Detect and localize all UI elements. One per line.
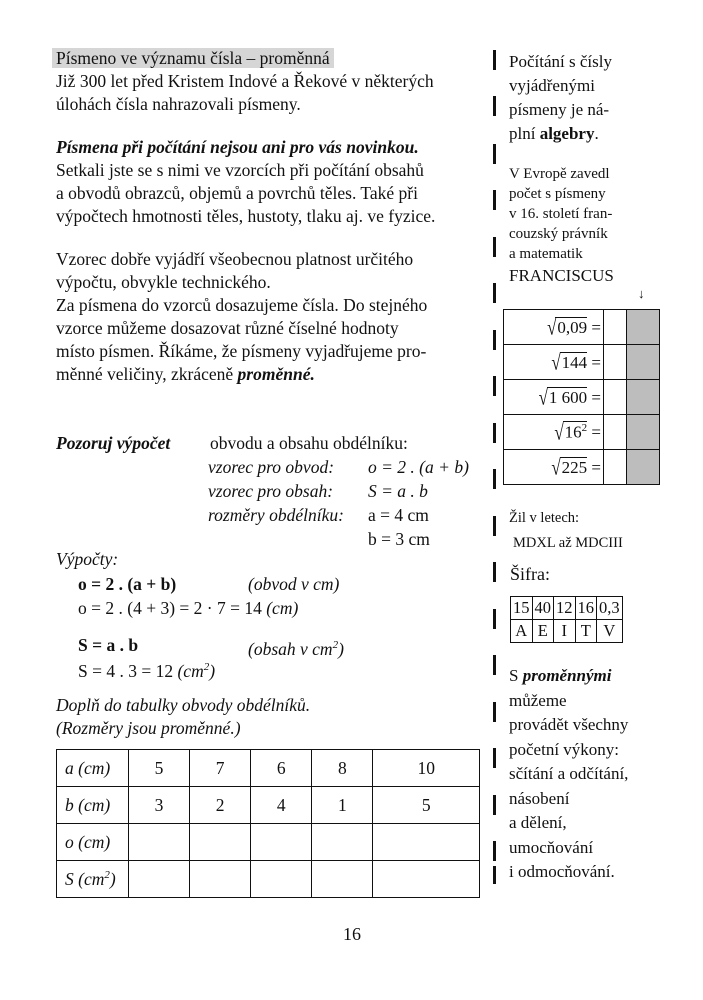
answer-cell[interactable] xyxy=(604,450,627,485)
b-value: 5 xyxy=(373,787,480,824)
sqrt-expression: √1 600 = xyxy=(504,380,604,415)
divider-segment xyxy=(493,423,496,443)
perimeter-calc: o = 2 . (4 + 3) = 2 · 7 = 14 (cm) xyxy=(78,598,299,618)
paragraph-line: Setkali jste se s nimi ve vzorcích při počítání obsahů xyxy=(56,160,424,180)
answer-cell[interactable] xyxy=(604,310,627,345)
sidebar-algebra-note: Počítání s čísly vyjádřenými písmeny je ná- plní algebry. xyxy=(509,52,612,143)
divider-segment xyxy=(493,469,496,489)
emphasis: proměnné. xyxy=(237,364,315,384)
paragraph-2 xyxy=(56,248,496,386)
answer-cell[interactable] xyxy=(373,824,480,861)
answer-cell[interactable] xyxy=(190,824,251,861)
divider-segment xyxy=(493,50,496,70)
divider-segment xyxy=(493,283,496,303)
task-instruction: Doplň do tabulky obvody obdélníků. xyxy=(56,695,311,715)
divider-segment xyxy=(493,190,496,210)
a-value: 8 xyxy=(312,750,373,787)
sqrt-expression: $√16^2$ = xyxy=(504,415,604,450)
row-label: o (cm) xyxy=(57,824,129,861)
intro-line: Již 300 let před Kristem Indové a Řekové v některých xyxy=(56,71,434,91)
row-label: a (cm) xyxy=(57,750,129,787)
divider-segment xyxy=(493,144,496,164)
area-calc: S = 4 . 3 = 12 $(cm^2)$ xyxy=(78,660,216,681)
divider-segment xyxy=(493,702,496,722)
divider-segment xyxy=(493,655,496,675)
cipher-letter: I xyxy=(554,620,576,643)
lived-label: Žil v letech: xyxy=(509,510,580,526)
rectangles-table xyxy=(56,749,480,898)
paragraph-line: výpočtu, obvykle technického. xyxy=(56,272,271,292)
perimeter-note: (obvod v cm) xyxy=(248,574,340,594)
formula-value: a = 4 cm xyxy=(368,505,429,525)
cipher-cell xyxy=(627,345,660,380)
answer-cell[interactable] xyxy=(373,861,480,898)
answer-cell[interactable] xyxy=(129,861,190,898)
cipher-cell xyxy=(627,310,660,345)
row-label: S $(cm^2)$ xyxy=(57,861,129,898)
intro-line: úlohách čísla nahrazovali písmeny. xyxy=(56,94,301,114)
row-label: b (cm) xyxy=(57,787,129,824)
cipher-table xyxy=(510,596,623,643)
page-number: 16 xyxy=(343,924,361,944)
paragraph-1 xyxy=(56,136,496,228)
a-value: 5 xyxy=(129,750,190,787)
formula-value: b = 3 cm xyxy=(368,529,430,549)
mathematician-name: FRANCISCUS xyxy=(509,266,614,285)
cipher-number: 0,3 xyxy=(597,597,623,620)
cipher-letter: E xyxy=(532,620,554,643)
perimeter-formula: o = 2 . (a + b) xyxy=(78,574,177,594)
task-note: (Rozměry jsou proměnné.) xyxy=(56,718,241,738)
cipher-number: 12 xyxy=(554,597,576,620)
answer-cell[interactable] xyxy=(312,861,373,898)
answer-cell[interactable] xyxy=(251,824,312,861)
bold-statement: Písmena při počítání nejsou ani pro vás novinkou. xyxy=(56,137,419,157)
divider-segment xyxy=(493,376,496,396)
paragraph-line: výpočtech hmotnosti těles, hustoty, tlaku aj. ve fyzice. xyxy=(56,206,436,226)
example-subheading: obvodu a obsahu obdélníku: xyxy=(210,433,408,453)
a-value: 6 xyxy=(251,750,312,787)
cipher-cell xyxy=(627,415,660,450)
divider-segment xyxy=(493,609,496,629)
lived-years: MDXL až MDCIII xyxy=(513,535,623,551)
cipher-number: 15 xyxy=(511,597,533,620)
b-value: 4 xyxy=(251,787,312,824)
divider-segment xyxy=(493,866,496,884)
b-value: 2 xyxy=(190,787,251,824)
answer-cell[interactable] xyxy=(604,380,627,415)
sidebar-history-note: V Evropě zavedl počet s písmeny v 16. století fran- couzský právník a matematik FRANCISCUS xyxy=(509,164,694,288)
calculations-label: Výpočty: xyxy=(56,549,119,569)
sqrt-expression: √0,09 = xyxy=(504,310,604,345)
cipher-label: Šifra: xyxy=(510,564,550,584)
paragraph-line: vzorce můžeme dosazovat různé číselné hodnoty xyxy=(56,318,399,338)
example-heading: Pozoruj výpočet xyxy=(56,433,171,453)
paragraph-line: měnné veličiny, zkráceně proměnné. xyxy=(56,364,315,384)
cipher-number: 40 xyxy=(532,597,554,620)
sqrt-expression: √225 = xyxy=(504,450,604,485)
a-value: 10 xyxy=(373,750,480,787)
divider-segment xyxy=(493,795,496,815)
formula-value: S = a . b xyxy=(368,481,428,501)
paragraph-line: místo písmen. Říkáme, že písmeny vyjadřujeme pro- xyxy=(56,341,427,361)
cipher-letter: V xyxy=(597,620,623,643)
answer-cell[interactable] xyxy=(251,861,312,898)
cipher-number: 16 xyxy=(575,597,597,620)
cipher-cell xyxy=(627,380,660,415)
formula-label: vzorec pro obsah: xyxy=(208,481,334,501)
answer-cell[interactable] xyxy=(604,345,627,380)
sqrt-puzzle-table xyxy=(503,309,660,485)
divider-segment xyxy=(493,748,496,768)
divider-segment xyxy=(493,841,496,861)
sqrt-expression: √144 = xyxy=(504,345,604,380)
cipher-cell xyxy=(627,450,660,485)
paragraph-line: a obvodů obrazců, objemů a povrchů těles. Také při xyxy=(56,183,418,203)
b-value: 1 xyxy=(312,787,373,824)
arrow-down-icon: ↓ xyxy=(638,286,645,301)
a-value: 7 xyxy=(190,750,251,787)
divider-segment xyxy=(493,237,496,257)
area-formula: S = a . b xyxy=(78,635,139,655)
formula-label: rozměry obdélníku: xyxy=(208,505,344,525)
section-heading: Písmeno ve významu čísla – proměnná xyxy=(52,48,334,68)
formula-value: o = 2 . (a + b) xyxy=(368,457,469,477)
paragraph-line: Vzorec dobře vyjádří všeobecnou platnost určitého xyxy=(56,249,414,269)
formula-label: vzorec pro obvod: xyxy=(208,457,335,477)
divider-segment xyxy=(493,516,496,536)
answer-cell[interactable] xyxy=(129,824,190,861)
answer-cell[interactable] xyxy=(190,861,251,898)
section-intro xyxy=(52,47,492,116)
cipher-letter: A xyxy=(511,620,533,643)
cipher-letter: T xyxy=(575,620,597,643)
answer-cell[interactable] xyxy=(312,824,373,861)
b-value: 3 xyxy=(129,787,190,824)
paragraph-line: Za písmena do vzorců dosazujeme čísla. Do stejného xyxy=(56,295,428,315)
divider-segment xyxy=(493,562,496,582)
area-note: (obsah v $cm^2$) xyxy=(248,638,344,659)
answer-cell[interactable] xyxy=(604,415,627,450)
divider-segment xyxy=(493,330,496,350)
divider-segment xyxy=(493,96,496,116)
sidebar-operations-note: S proměnnými můžeme provádět všechny početní výkony: sčítání a odčítání, násobení a dělení, umocňování i odmocňování. xyxy=(509,666,629,881)
